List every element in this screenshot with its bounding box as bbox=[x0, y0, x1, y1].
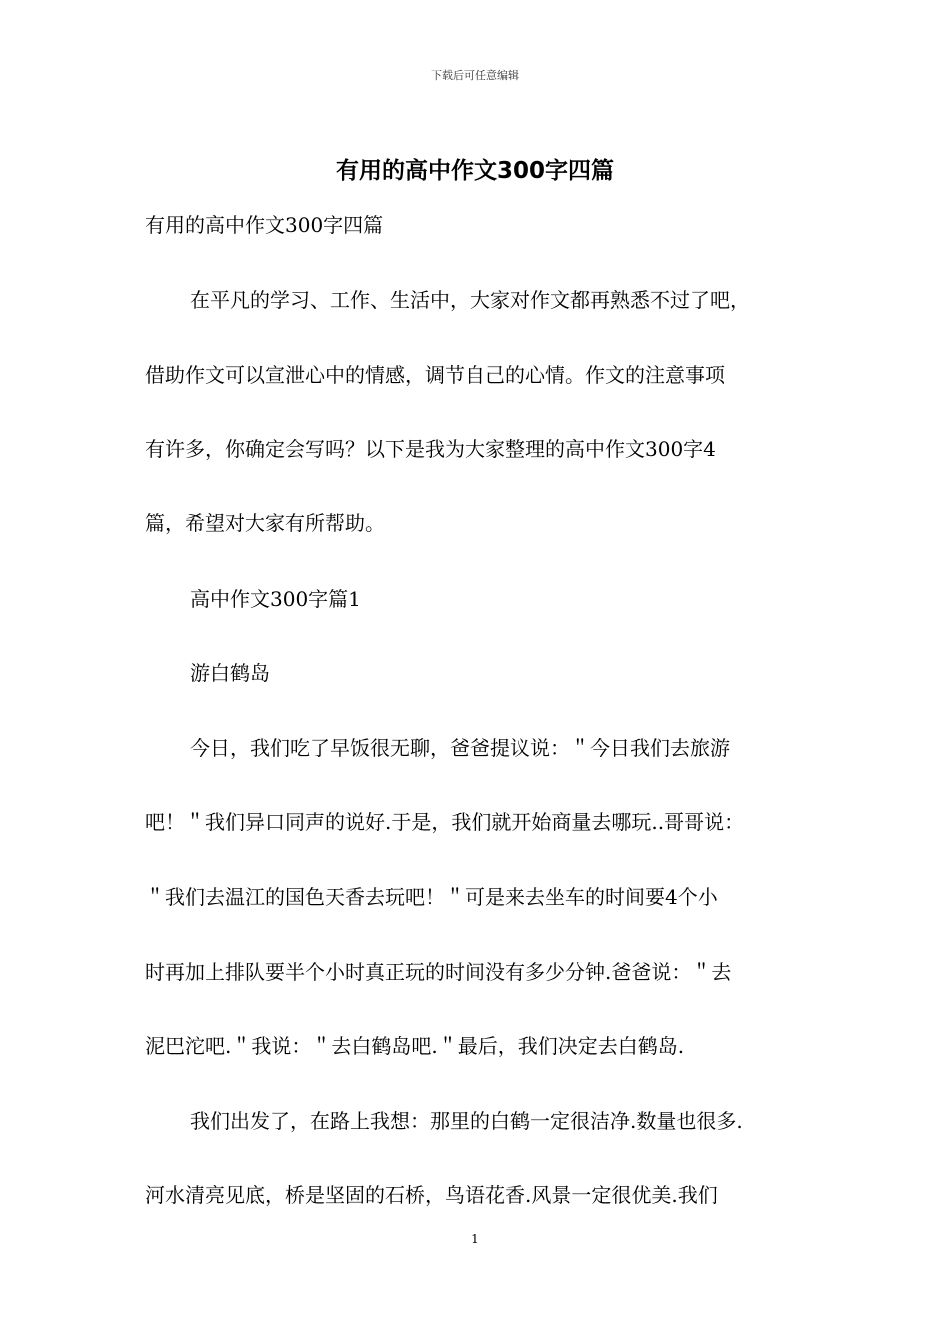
paragraph-line: 今日，我们吃了早饭很无聊，爸爸提议说：＂今日我们去旅游 bbox=[190, 736, 730, 760]
paragraph-line: 在平凡的学习、工作、生活中，大家对作文都再熟悉不过了吧， bbox=[190, 288, 750, 312]
header-note: 下载后可任意编辑 bbox=[431, 69, 519, 82]
section-heading: 高中作文300字篇1 bbox=[190, 587, 361, 611]
paragraph-line: 我们出发了，在路上我想：那里的白鹤一定很洁净.数量也很多. bbox=[190, 1109, 743, 1133]
essay-title: 游白鹤岛 bbox=[190, 661, 270, 685]
paragraph-line: 借助作文可以宣泄心中的情感，调节自己的心情。作文的注意事项 bbox=[145, 363, 725, 387]
paragraph-line: 泥巴沱吧.＂我说：＂去白鹤岛吧.＂最后，我们决定去白鹤岛. bbox=[145, 1034, 685, 1058]
paragraph-line: 吧！＂我们异口同声的说好.于是，我们就开始商量去哪玩..哥哥说： bbox=[145, 810, 745, 834]
paragraph-line: 有许多，你确定会写吗？以下是我为大家整理的高中作文300字4 bbox=[145, 437, 716, 461]
paragraph-line: 河水清亮见底，桥是坚固的石桥，鸟语花香.风景一定很优美.我们 bbox=[145, 1183, 718, 1207]
paragraph-line: 时再加上排队要半个小时真正玩的时间没有多少分钟.爸爸说：＂去 bbox=[145, 960, 732, 984]
paragraph-line: 篇，希望对大家有所帮助。 bbox=[145, 511, 385, 535]
document-title: 有用的高中作文300字四篇 bbox=[335, 158, 614, 184]
paragraph-line: ＂我们去温江的国色天香去玩吧！＂可是来去坐车的时间要4个小 bbox=[145, 885, 718, 909]
subtitle-line: 有用的高中作文300字四篇 bbox=[145, 213, 384, 237]
page-number: 1 bbox=[471, 1232, 479, 1246]
